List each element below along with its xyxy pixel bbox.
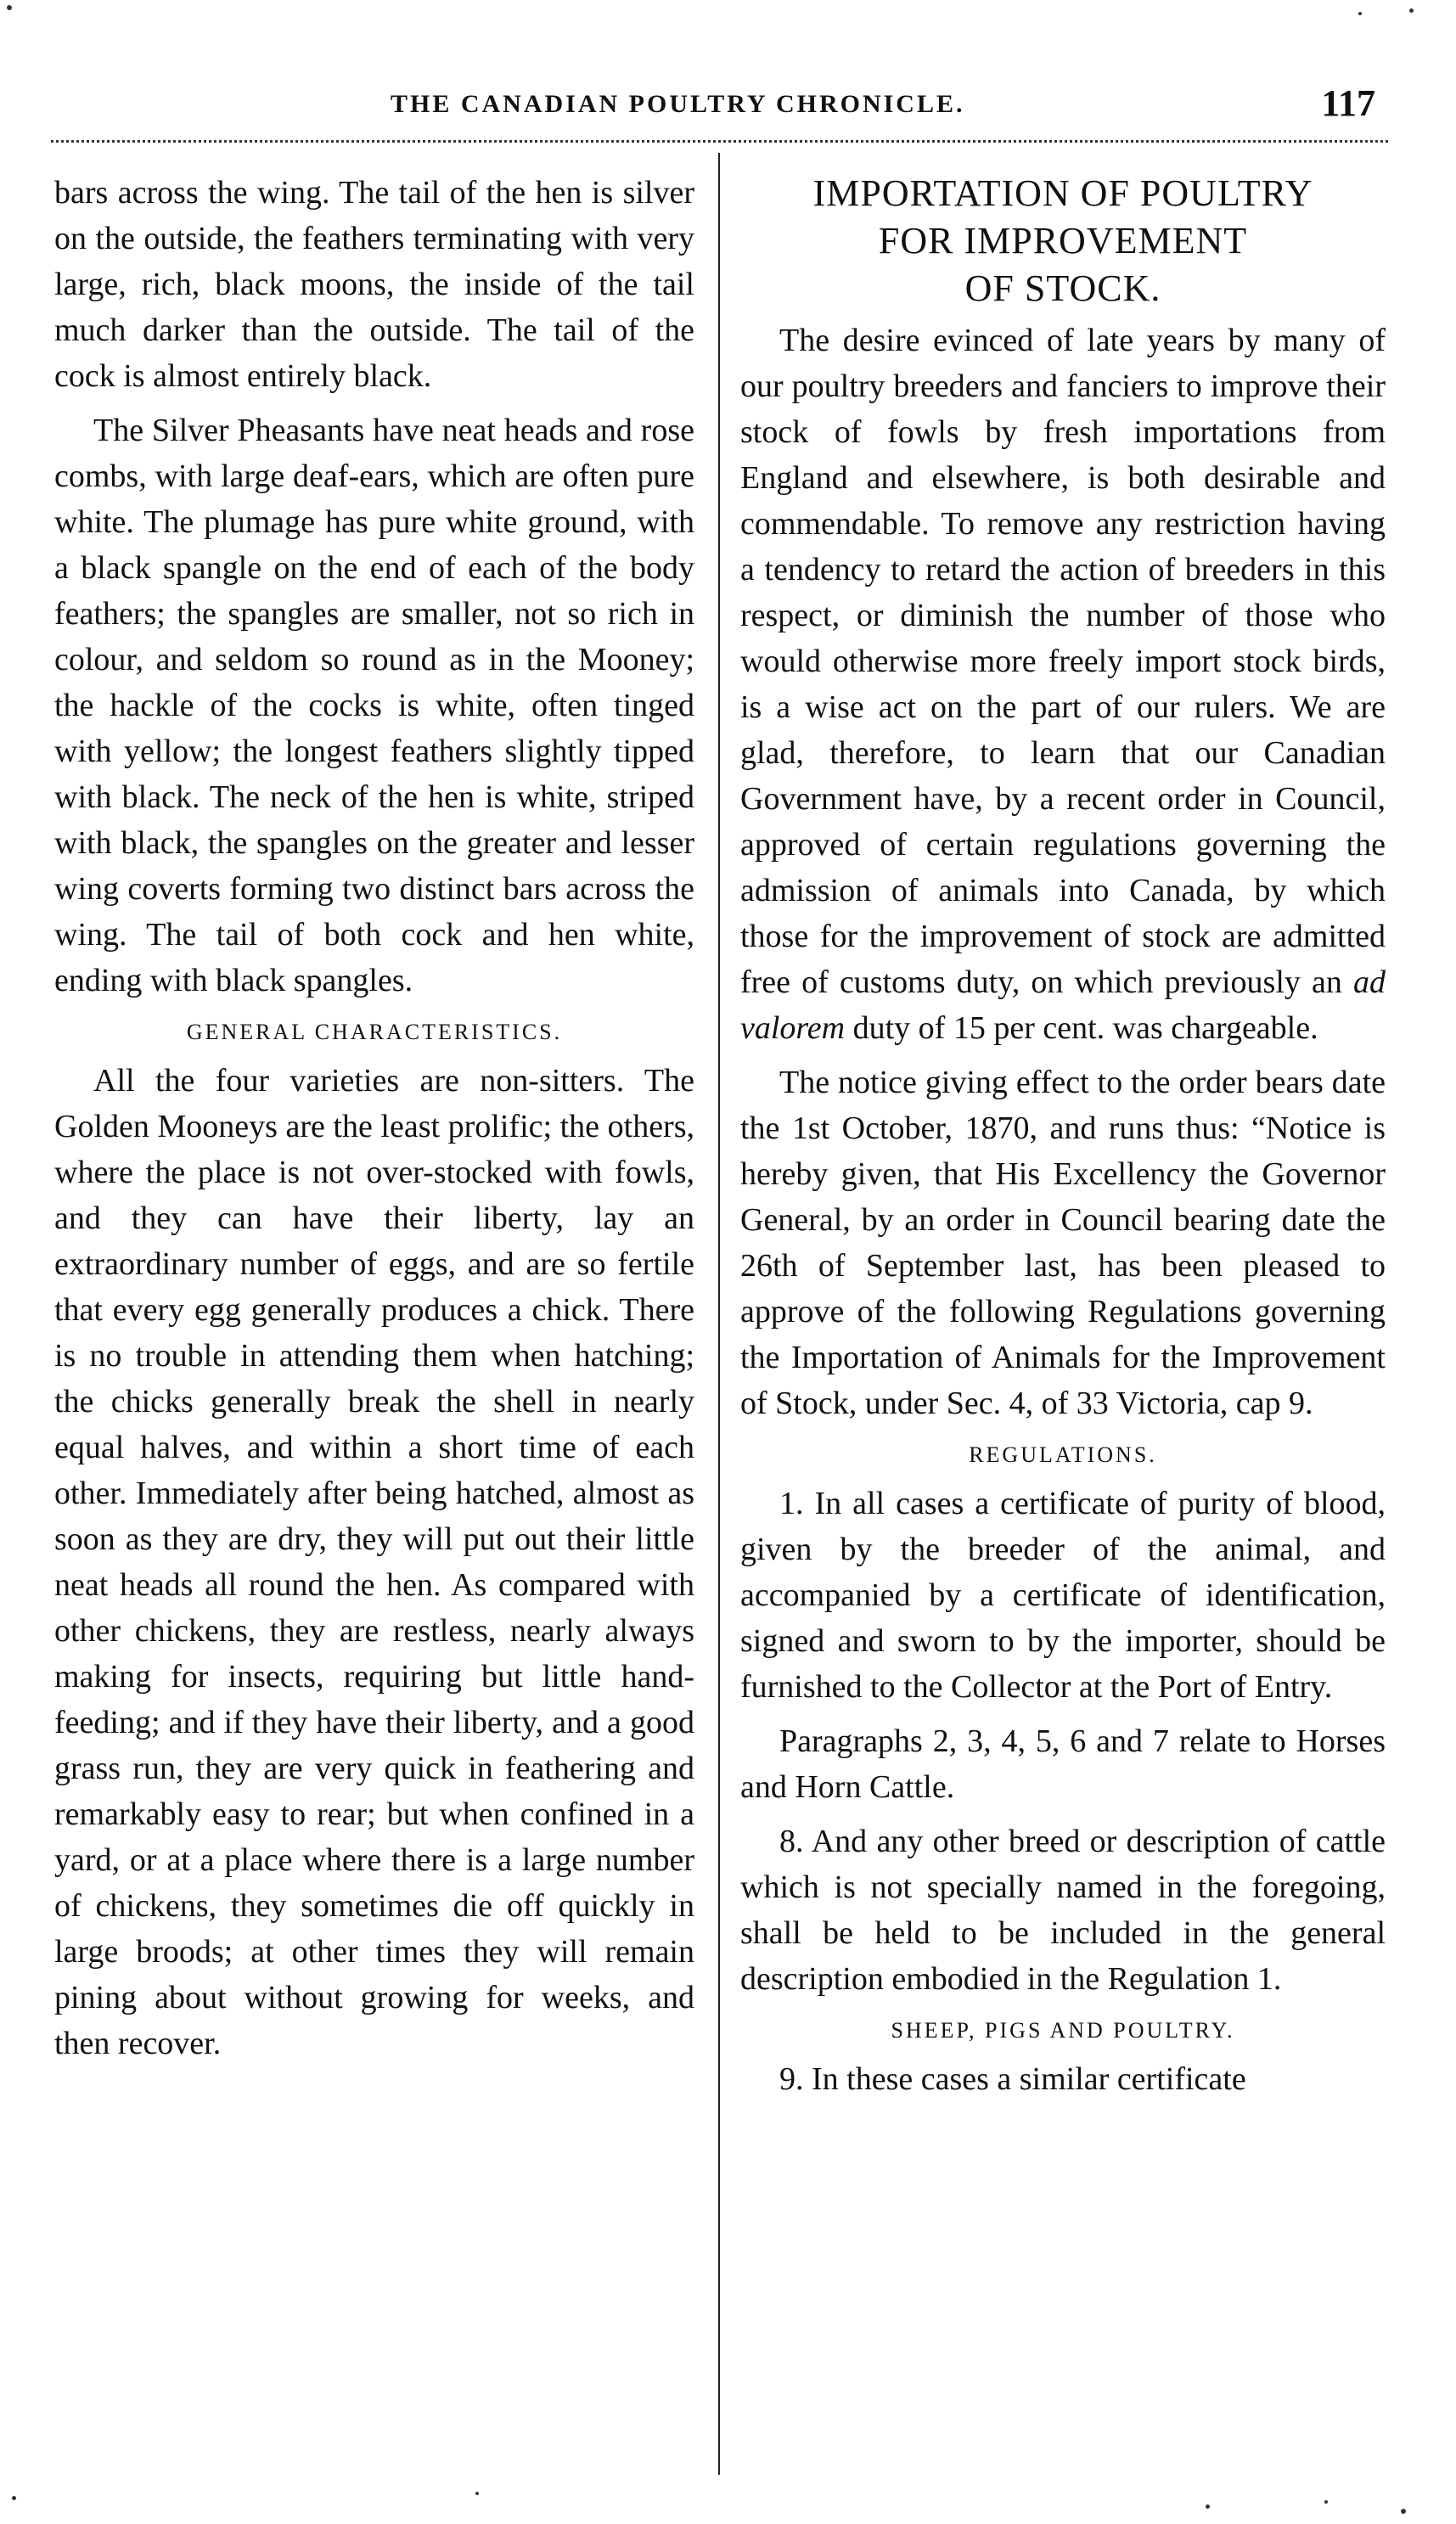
- page-header: [51, 78, 1392, 129]
- paragraph-notice: The notice giving effect to the order bears date the 1st October, 1870, and runs thus: “Notice is hereby given, that His Excellency the Governor General, by an order in Council bearing date the 26th of September last, has been pleased to approve of the following Regulations governing the Importation of Animals for the Improvement of Stock, under Sec. 4, of 33 Victoria, cap 9.: [740, 1065, 1386, 1421]
- article-title: [740, 170, 1386, 312]
- paragraph-general-characteristics: All the four varieties are non-sitters. The Golden Mooneys are the least prolific; the others, where the place is not over-stocked with fowls, and they can have their liberty, lay an extraordinary number of eggs, and are so fertile that every egg generally produces a chick. There is no trouble in attending them when hatching; the chicks generally break the shell in nearly equal halves, and within a short time of each other. Immediately after being hatched, almost as soon as they are dry, they will put out their little neat heads all round the hen. As compared with other chickens, they are restless, nearly always making for insects, requiring but little hand-feeding; and if they have their liberty, and a good grass run, they are very quick in feathering and remarkably easy to rear; but when confined in a yard, or at a place where there is a large number of chickens, they sometimes die off quickly in large broods; at other times they will remain pining about without growing for weeks, and then recover.: [54, 1063, 694, 2061]
- regulation-8: 8. And any other breed or description of cattle which is not specially named in the foregoing, shall be held to be included in the general description embodied in the Regulation 1.: [740, 1824, 1386, 1997]
- ad-valorem-italic: ad valorem: [740, 964, 1386, 1046]
- article-title-line-1: IMPORTATION OF POULTRY: [812, 172, 1313, 214]
- intro-text: The desire evinced of late years by many of our poultry breeders and fanciers to improve their stock of fowls by fresh importations from England and elsewhere, is both desirable and commendable. To remove any restriction having a tendency to retard the action of breeders in this respect, or diminish the number of those who would otherwise more freely import stock birds, is a wise act on the part of our rulers. We are glad, therefore, to learn that our Canadian Government have, by a recent order in Council, approved of certain regulations governing the admission of animals into Canada, by which those for the improvement of stock are admitted free of customs duty, on which previously an: [740, 323, 1386, 1000]
- running-title: THE CANADIAN POULTRY CHRONICLE.: [391, 90, 965, 118]
- article-title-line-2: FOR IMPROVEMENT: [878, 220, 1248, 261]
- section-heading-sheep-pigs-poultry: SHEEP, PIGS AND POULTRY.: [891, 2018, 1235, 2043]
- regulation-1: 1. In all cases a certificate of purity of blood, given by the breeder of the animal, and accompanied by a certificate of identification, signed and sworn to by the importer, should be furnished to the Collector at the Port of Entry.: [740, 1486, 1386, 1705]
- print-speck: [475, 2492, 479, 2495]
- paragraph-silver-pheasants: The Silver Pheasants have neat heads and rose combs, with large deaf-ears, which are often pure white. The plumage has pure white ground, with a black spangle on the end of each of the body feathers; the spangles are smaller, not so rich in colour, and seldom so round as in the Mooney; the hackle of the cocks is white, often tinged with yellow; the longest feathers slightly tipped with black. The neck of the hen is white, striped with black, the spangles on the greater and lesser wing coverts forming two distinct bars across the wing. The tail of both cock and hen white, ending with black spangles.: [54, 413, 694, 998]
- right-column: [740, 170, 1386, 2111]
- print-speck: [1206, 2504, 1210, 2509]
- paragraph-importation-intro: [740, 318, 1386, 1051]
- left-column: [54, 170, 694, 2075]
- section-heading-regulations: REGULATIONS.: [969, 1442, 1157, 1467]
- column-divider: [718, 153, 720, 2475]
- paragraph-silver-mooney-tail: bars across the wing. The tail of the hen is silver on the outside, the feathers terminating with very large, rich, black moons, the inside of the tail much darker than the outside. The tail of the cock is almost entirely black.: [54, 175, 694, 394]
- print-speck: [7, 5, 12, 10]
- print-speck: [1401, 2509, 1406, 2514]
- page-number: 117: [1321, 82, 1375, 124]
- regulation-9: 9. In these cases a similar certificate: [779, 2061, 1246, 2097]
- print-speck: [12, 2496, 16, 2500]
- header-rule: [51, 140, 1388, 143]
- regulation-2-7: Paragraphs 2, 3, 4, 5, 6 and 7 relate to Horses and Horn Cattle.: [740, 1723, 1386, 1805]
- section-heading-general-characteristics: GENERAL CHARACTERISTICS.: [186, 1020, 563, 1044]
- intro-text-end: duty of 15 per cent. was chargeable.: [852, 1010, 1318, 1046]
- print-speck: [1358, 12, 1362, 15]
- print-speck: [1409, 8, 1414, 13]
- article-title-line-3: OF STOCK.: [964, 267, 1161, 309]
- print-speck: [1324, 2500, 1328, 2504]
